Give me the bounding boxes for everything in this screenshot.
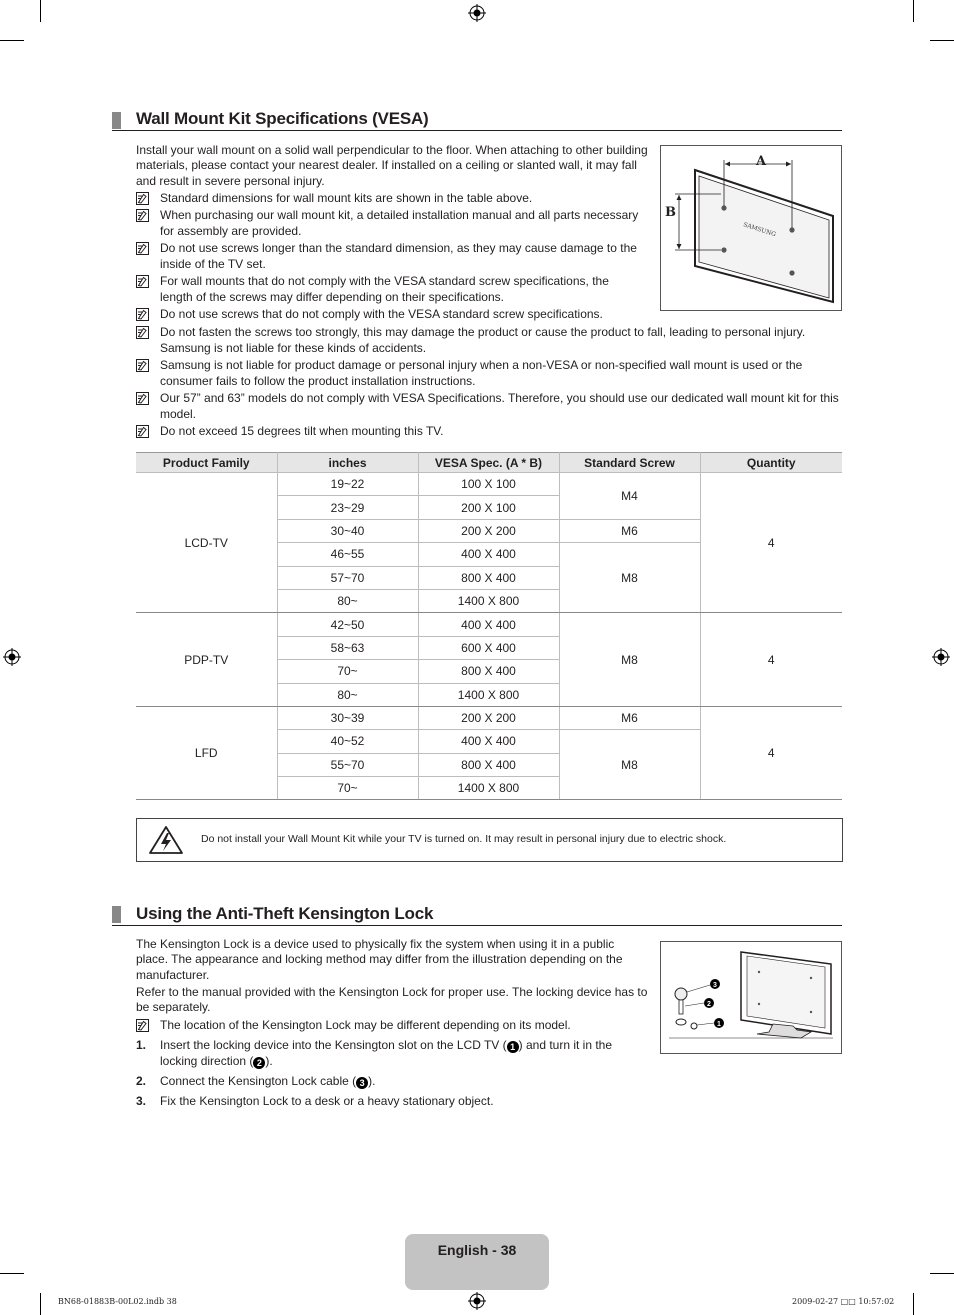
print-slug-right: 2009-02-27 □□ 10:57:02 — [792, 1297, 895, 1306]
note-icon — [136, 392, 149, 405]
screw-cell: M8 — [559, 613, 700, 707]
inches-cell: 80~ — [277, 589, 418, 612]
screw-cell: M8 — [559, 730, 700, 800]
table-header: Quantity — [700, 453, 842, 473]
svg-text:SAMSUNG: SAMSUNG — [742, 221, 777, 239]
table-row — [136, 473, 842, 496]
vesa-cell: 1400 X 800 — [418, 683, 559, 706]
table-header: Standard Screw — [559, 453, 700, 473]
inches-cell: 30~39 — [277, 706, 418, 729]
section-title-kensington: Using the Anti-Theft Kensington Lock — [136, 904, 434, 923]
inches-cell: 80~ — [277, 683, 418, 706]
screw-cell: M4 — [559, 473, 700, 520]
screw-cell: M6 — [559, 519, 700, 542]
vesa-spec-table — [136, 452, 842, 800]
inches-cell: 42~50 — [277, 613, 418, 636]
inches-cell: 70~ — [277, 777, 418, 800]
marker-2-icon: 2 — [253, 1057, 265, 1069]
note-item: Do not exceed 15 degrees tilt when mounting this TV. — [136, 424, 842, 440]
quantity-cell: 4 — [700, 613, 842, 707]
marker-1-icon: 1 — [507, 1041, 519, 1053]
vesa-cell: 200 X 100 — [418, 496, 559, 519]
table-row — [136, 613, 842, 636]
svg-text:B: B — [665, 205, 676, 220]
inches-cell: 46~55 — [277, 543, 418, 566]
print-slug-left: BN68-01883B-00L02.indb 38 — [58, 1297, 177, 1306]
vesa-cell: 100 X 100 — [418, 473, 559, 496]
note-item: Do not use screws that do not comply with the VESA standard screw specifications. — [136, 307, 842, 323]
table-header: Product Family — [136, 453, 277, 473]
note-icon — [136, 308, 149, 321]
inches-cell: 55~70 — [277, 753, 418, 776]
note-icon — [136, 359, 149, 372]
note-icon — [136, 326, 149, 339]
inches-cell: 40~52 — [277, 730, 418, 753]
product-family-cell: LCD-TV — [136, 473, 277, 613]
vesa-figure — [660, 145, 842, 311]
registration-mark-icon — [468, 4, 486, 22]
registration-mark-icon — [468, 1292, 486, 1310]
svg-text:2: 2 — [707, 1001, 711, 1008]
inches-cell: 70~ — [277, 660, 418, 683]
marker-3-icon: 3 — [356, 1077, 368, 1089]
vesa-cell: 400 X 400 — [418, 543, 559, 566]
screw-cell: M6 — [559, 706, 700, 729]
table-row — [136, 706, 842, 729]
inches-cell: 58~63 — [277, 636, 418, 659]
vesa-cell: 600 X 400 — [418, 636, 559, 659]
product-family-cell: LFD — [136, 706, 277, 800]
vesa-cell: 1400 X 800 — [418, 589, 559, 612]
page-number-tab — [405, 1234, 549, 1290]
vesa-cell: 1400 X 800 — [418, 777, 559, 800]
note-icon — [136, 209, 149, 222]
note-item: Standard dimensions for wall mount kits are shown in the table above. — [136, 191, 648, 207]
step-item: 2. Connect the Kensington Lock cable ( 3 ). — [136, 1074, 376, 1088]
section-title-vesa: Wall Mount Kit Specifications (VESA) — [136, 109, 429, 128]
screw-cell: M8 — [559, 543, 700, 613]
vesa-cell: 200 X 200 — [418, 519, 559, 542]
table-header: VESA Spec. (A * B) — [418, 453, 559, 473]
table-header-row — [136, 453, 842, 473]
inches-cell: 57~70 — [277, 566, 418, 589]
note-icon — [136, 192, 149, 205]
inches-cell: 19~22 — [277, 473, 418, 496]
tv-wall-mount-illustration — [661, 146, 841, 310]
note-item: Do not fasten the screws too strongly, this may damage the product or cause the product to fall, leading to personal injury. Samsung is not liable for these kinds of accidents. — [136, 325, 842, 357]
vesa-cell: 800 X 400 — [418, 753, 559, 776]
kensington-intro-2: Refer to the manual provided with the Kensington Lock for proper use. The locking device has to be separately. — [136, 985, 648, 1015]
section-marker — [112, 906, 121, 923]
registration-mark-icon — [932, 648, 950, 666]
svg-text:1: 1 — [717, 1021, 721, 1028]
vesa-cell: 400 X 400 — [418, 730, 559, 753]
step-item: 1. Insert the locking device into the Kensington slot on the LCD TV ( 1 ) and turn it in the locking direction ( 2 ). — [136, 1038, 613, 1068]
quantity-cell: 4 — [700, 706, 842, 800]
note-item: For wall mounts that do not comply with the VESA standard screw specifications, the length of the screws may differ depending on their specifications. — [136, 274, 648, 306]
vesa-cell: 800 X 400 — [418, 660, 559, 683]
note-item: Samsung is not liable for product damage or personal injury when a non-VESA or non-specified wall mount is used or the consumer fails to follow the product installation instructions. — [136, 358, 842, 390]
section-rule — [112, 130, 842, 131]
vesa-cell: 800 X 400 — [418, 566, 559, 589]
svg-text:A: A — [756, 154, 767, 169]
page-number: English - 38 — [437, 1242, 517, 1258]
vesa-cell: 400 X 400 — [418, 613, 559, 636]
kensington-lock-illustration — [661, 942, 841, 1053]
section-marker — [112, 112, 121, 129]
note-icon — [136, 242, 149, 255]
quantity-cell: 4 — [700, 473, 842, 613]
note-item: Our 57” and 63” models do not comply with VESA Specifications. Therefore, you should use our dedicated wall mount kit for this model. — [136, 391, 842, 423]
vesa-cell: 200 X 200 — [418, 706, 559, 729]
svg-text:3: 3 — [713, 982, 717, 989]
kensington-figure — [660, 941, 842, 1054]
note-item: When purchasing our wall mount kit, a detailed installation manual and all parts necessary for assembly are provided. — [136, 208, 648, 240]
note-item: Do not use screws longer than the standard dimension, as they may cause damage to the inside of the TV set. — [136, 241, 648, 273]
electric-shock-warning-icon — [148, 825, 184, 855]
kensington-intro: The Kensington Lock is a device used to physically fix the system when using it in a public place. The appearance and locking method may differ from the illustration depending on the manufacturer. — [136, 937, 623, 982]
step-item: 3. Fix the Kensington Lock to a desk or a heavy stationary object. — [136, 1094, 494, 1108]
warning-text: Do not install your Wall Mount Kit while your TV is turned on. It may result in personal injury due to electric shock. — [201, 833, 727, 845]
registration-mark-icon — [3, 648, 21, 666]
note-icon — [136, 275, 149, 288]
note-icon — [136, 1019, 149, 1032]
warning-box — [136, 818, 843, 862]
note-icon — [136, 425, 149, 438]
vesa-intro: Install your wall mount on a solid wall perpendicular to the floor. When attaching to other building materials, please contact your nearest dealer. If installed on a ceiling or slanted wall, it may fall and result in severe personal injury. — [136, 143, 648, 188]
product-family-cell: PDP-TV — [136, 613, 277, 707]
inches-cell: 30~40 — [277, 519, 418, 542]
inches-cell: 23~29 — [277, 496, 418, 519]
note-item: The location of the Kensington Lock may be different depending on its model. — [136, 1018, 648, 1034]
section-rule — [112, 925, 842, 926]
table-header: inches — [277, 453, 418, 473]
